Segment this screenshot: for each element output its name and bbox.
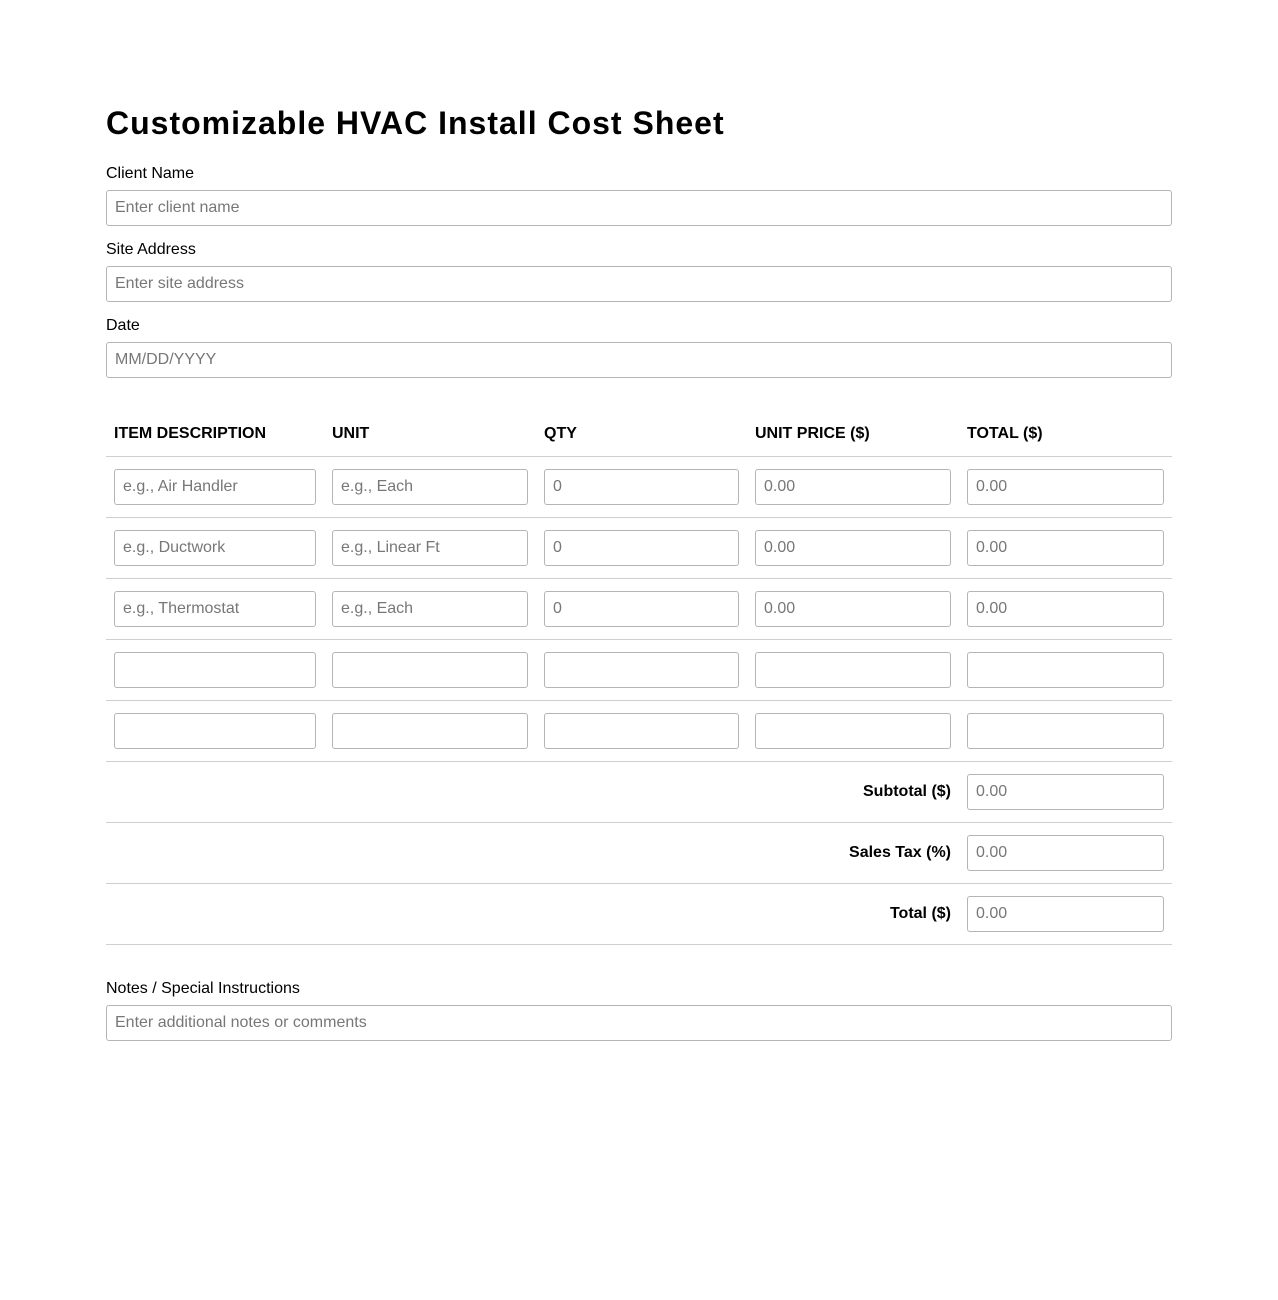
item-description-input[interactable]: [114, 652, 316, 688]
item-description-input[interactable]: [114, 713, 316, 749]
sales-tax-input[interactable]: [967, 835, 1164, 871]
sales-tax-row: [106, 822, 1172, 883]
grand-total-row: [106, 883, 1172, 944]
header-qty: QTY: [536, 412, 747, 456]
line-total-input[interactable]: [967, 530, 1164, 566]
qty-input[interactable]: [544, 530, 739, 566]
line-total-input[interactable]: [967, 591, 1164, 627]
site-address-input[interactable]: [106, 266, 1172, 302]
header-unit: UNIT: [324, 412, 536, 456]
client-name-input[interactable]: [106, 190, 1172, 226]
header-total: TOTAL ($): [959, 412, 1172, 456]
subtotal-input[interactable]: [967, 774, 1164, 810]
item-description-input[interactable]: [114, 469, 316, 505]
table-header-row: [106, 412, 1172, 456]
date-input[interactable]: [106, 342, 1172, 378]
notes-label: Notes / Special Instructions: [106, 980, 300, 997]
unit-price-input[interactable]: [755, 591, 951, 627]
page-title: Customizable HVAC Install Cost Sheet: [106, 105, 725, 141]
unit-price-input[interactable]: [755, 713, 951, 749]
unit-price-input[interactable]: [755, 652, 951, 688]
item-description-input[interactable]: [114, 591, 316, 627]
item-description-input[interactable]: [114, 530, 316, 566]
line-total-input[interactable]: [967, 469, 1164, 505]
line-total-input[interactable]: [967, 652, 1164, 688]
unit-price-input[interactable]: [755, 530, 951, 566]
unit-input[interactable]: [332, 591, 528, 627]
qty-input[interactable]: [544, 591, 739, 627]
subtotal-row: [106, 761, 1172, 822]
unit-input[interactable]: [332, 713, 528, 749]
unit-input[interactable]: [332, 469, 528, 505]
date-label: Date: [106, 317, 140, 334]
unit-input[interactable]: [332, 530, 528, 566]
sales-tax-label: Sales Tax (%): [106, 822, 959, 883]
table-row: [106, 578, 1172, 639]
grand-total-label: Total ($): [106, 883, 959, 944]
header-unit-price: UNIT PRICE ($): [747, 412, 959, 456]
qty-input[interactable]: [544, 652, 739, 688]
table-row: [106, 700, 1172, 761]
unit-price-input[interactable]: [755, 469, 951, 505]
table-row: [106, 517, 1172, 578]
site-address-label: Site Address: [106, 241, 196, 258]
client-name-label: Client Name: [106, 165, 195, 182]
grand-total-input[interactable]: [967, 896, 1164, 932]
header-item-description: ITEM DESCRIPTION: [106, 412, 324, 456]
table-row: [106, 456, 1172, 517]
table-row: [106, 639, 1172, 700]
qty-input[interactable]: [544, 469, 739, 505]
line-items-table: [106, 412, 1172, 945]
qty-input[interactable]: [544, 713, 739, 749]
line-total-input[interactable]: [967, 713, 1164, 749]
notes-input[interactable]: [106, 1005, 1172, 1041]
subtotal-label: Subtotal ($): [106, 761, 959, 822]
unit-input[interactable]: [332, 652, 528, 688]
